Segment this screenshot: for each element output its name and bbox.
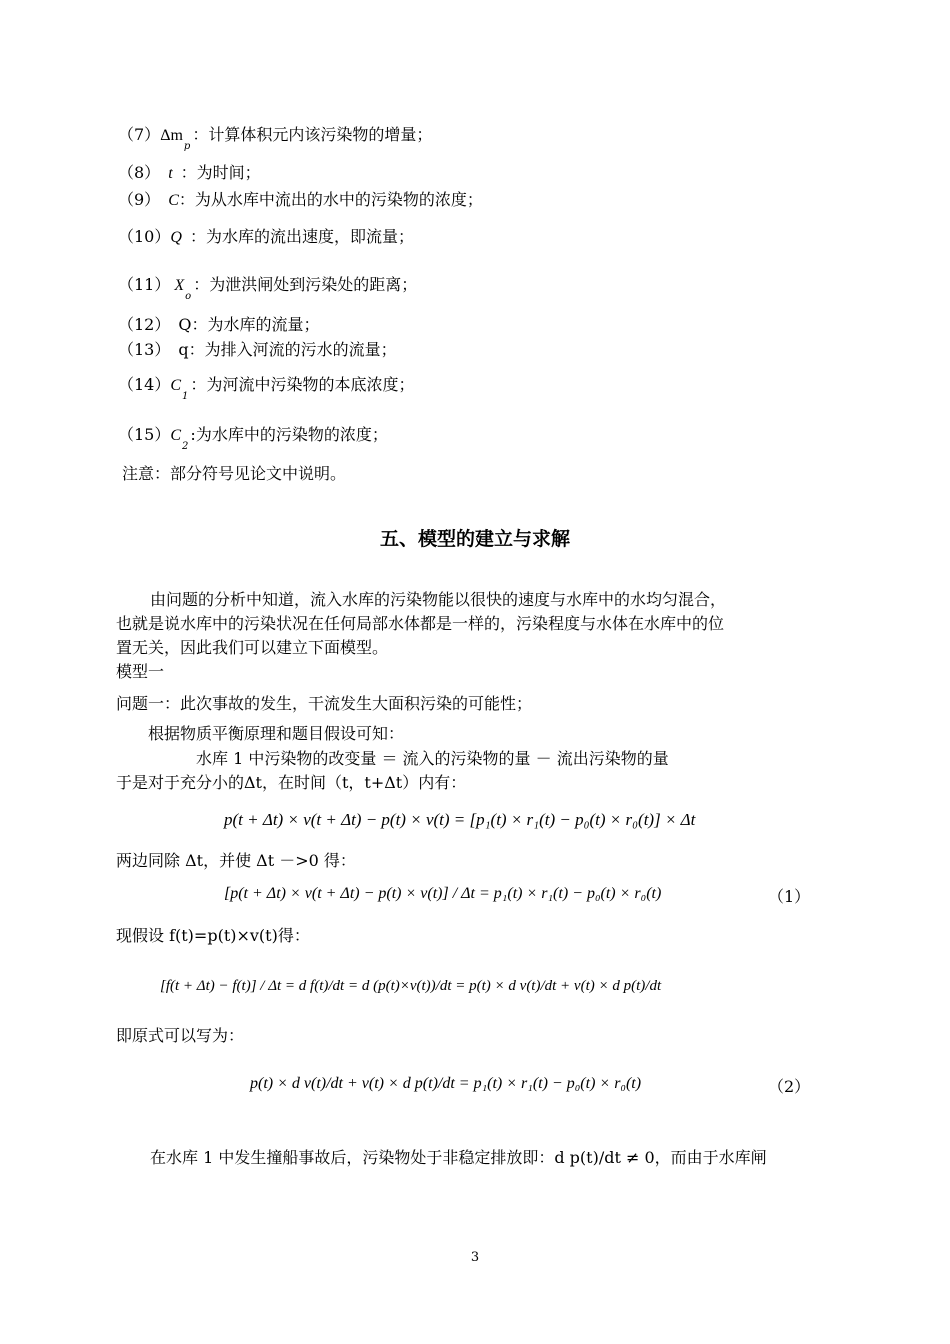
symbol-name: t [168,165,173,182]
symbol-description: 计算体积元内该污染物的增量； [208,125,433,144]
question-1: 问题一：此次事故的发生，干流发生大面积污染的可能性； [116,694,533,713]
symbol-item-9 [118,190,483,211]
final-line: 在水库 1 中发生撞船事故后，污染物处于非稳定排放即：d p(t)/dt ≠ 0，而由于水库闸 [150,1148,767,1167]
symbol-number: （14） [118,375,171,394]
symbol-subscript: 1 [182,391,189,402]
symbol-name: C [170,427,182,444]
symbol-item-11 [118,275,418,302]
symbol-separator: ： [180,163,197,182]
symbol-separator: ： [190,375,207,394]
balance-equation: 水库 1 中污染物的改变量 ＝ 流入的污染物的量 － 流出污染物的量 [196,749,669,768]
symbol-number: （9） [118,190,161,209]
symbol-name: X [174,277,185,294]
symbol-name: C [168,192,179,209]
symbol-number: （12） [118,315,171,334]
symbol-description: 为时间； [196,163,261,182]
equation-f: [f(t + Δt) − f(t)] / Δt = d f(t)/dt = d (p(t)×v(t))/dt = p(t) × d v(t)/dt + v(t) × d p(t)/dt [160,978,662,994]
symbol-separator: ： [189,227,206,246]
symbol-name: Q [178,315,192,334]
symbol-separator: ： [178,190,195,209]
symbol-description: 为泄洪闸处到污染处的距离； [209,275,418,294]
symbol-description: 为排入河流的污水的流量； [204,340,397,359]
rewrite-text: 即原式可以写为： [116,1026,245,1045]
assume-text: 现假设 f(t)=p(t)×v(t)得： [116,926,310,945]
symbol-subscript: o [185,291,192,302]
symbol-number: （15） [118,425,171,444]
symbol-separator: ： [193,275,210,294]
symbol-item-7 [118,125,433,152]
interval-text: 于是对于充分小的Δt，在时间（t，t+Δt）内有： [116,773,467,792]
paragraph-line: 也就是说水库中的污染状况在任何局部水体都是一样的，污染程度与水体在水库中的位 [116,614,725,633]
symbol-subscript: p [183,141,191,152]
equation-1: [p(t + Δt) × v(t + Δt) − p(t) × v(t)] / Δt = p₁(t) × r₁(t) − p₀(t) × r₀(t) [224,885,662,902]
equation-0: p(t + Δt) × v(t + Δt) − p(t) × v(t) = [p₁(t) × r₁(t) − p₀(t) × r₀(t)] × Δt [224,810,696,829]
paragraph-line: 由问题的分析中知道，流入水库的污染物能以很快的速度与水库中的水均匀混合， [150,590,727,609]
symbol-name: Δm [160,127,183,144]
symbol-name: C [170,377,182,394]
symbol-item-15 [118,425,388,452]
equation-2: p(t) × d v(t)/dt + v(t) × d p(t)/dt = p₁(t) × r₁(t) − p₀(t) × r₀(t) [250,1075,642,1092]
symbol-item-13 [118,340,397,360]
symbol-number: （13） [118,340,171,359]
note: 注意：部分符号见论文中说明。 [122,464,347,483]
equation-1-number: （1） [768,887,811,906]
symbol-separator: ： [192,125,209,144]
symbol-description: 为水库的流量； [207,315,320,334]
symbol-number: （11） [118,275,171,294]
symbol-number: （7） [118,125,161,144]
paragraph-line: 置无关，因此我们可以建立下面模型。 [116,638,389,657]
symbol-description: 为水库的流出速度，即流量； [205,227,414,246]
divide-text: 两边同除 Δt，并使 Δt －>0 得： [116,851,356,870]
equation-2-number: （2） [768,1077,811,1096]
symbol-item-8 [118,163,261,184]
symbol-item-14 [118,375,415,402]
symbol-subscript: 2 [182,441,189,452]
symbol-item-10 [118,227,414,248]
section-title: 五、模型的建立与求解 [379,528,570,550]
symbol-name: q [178,340,189,359]
symbol-description: 为从水库中流出的水中的污染物的浓度； [194,190,483,209]
symbol-number: （10） [118,227,171,246]
symbol-description: 为水库中的污染物的浓度； [195,425,388,444]
symbol-separator: ： [188,340,205,359]
symbol-separator: ： [191,315,208,334]
symbol-description: 为河流中污染物的本底浓度； [206,375,415,394]
symbol-separator: : [190,425,196,444]
symbol-number: （8） [118,163,161,182]
symbol-name: Q [170,229,182,246]
page-number: 3 [470,1250,480,1265]
balance-intro: 根据物质平衡原理和题目假设可知： [148,724,405,743]
model-label: 模型一 [116,662,165,681]
symbol-item-12 [118,315,320,335]
